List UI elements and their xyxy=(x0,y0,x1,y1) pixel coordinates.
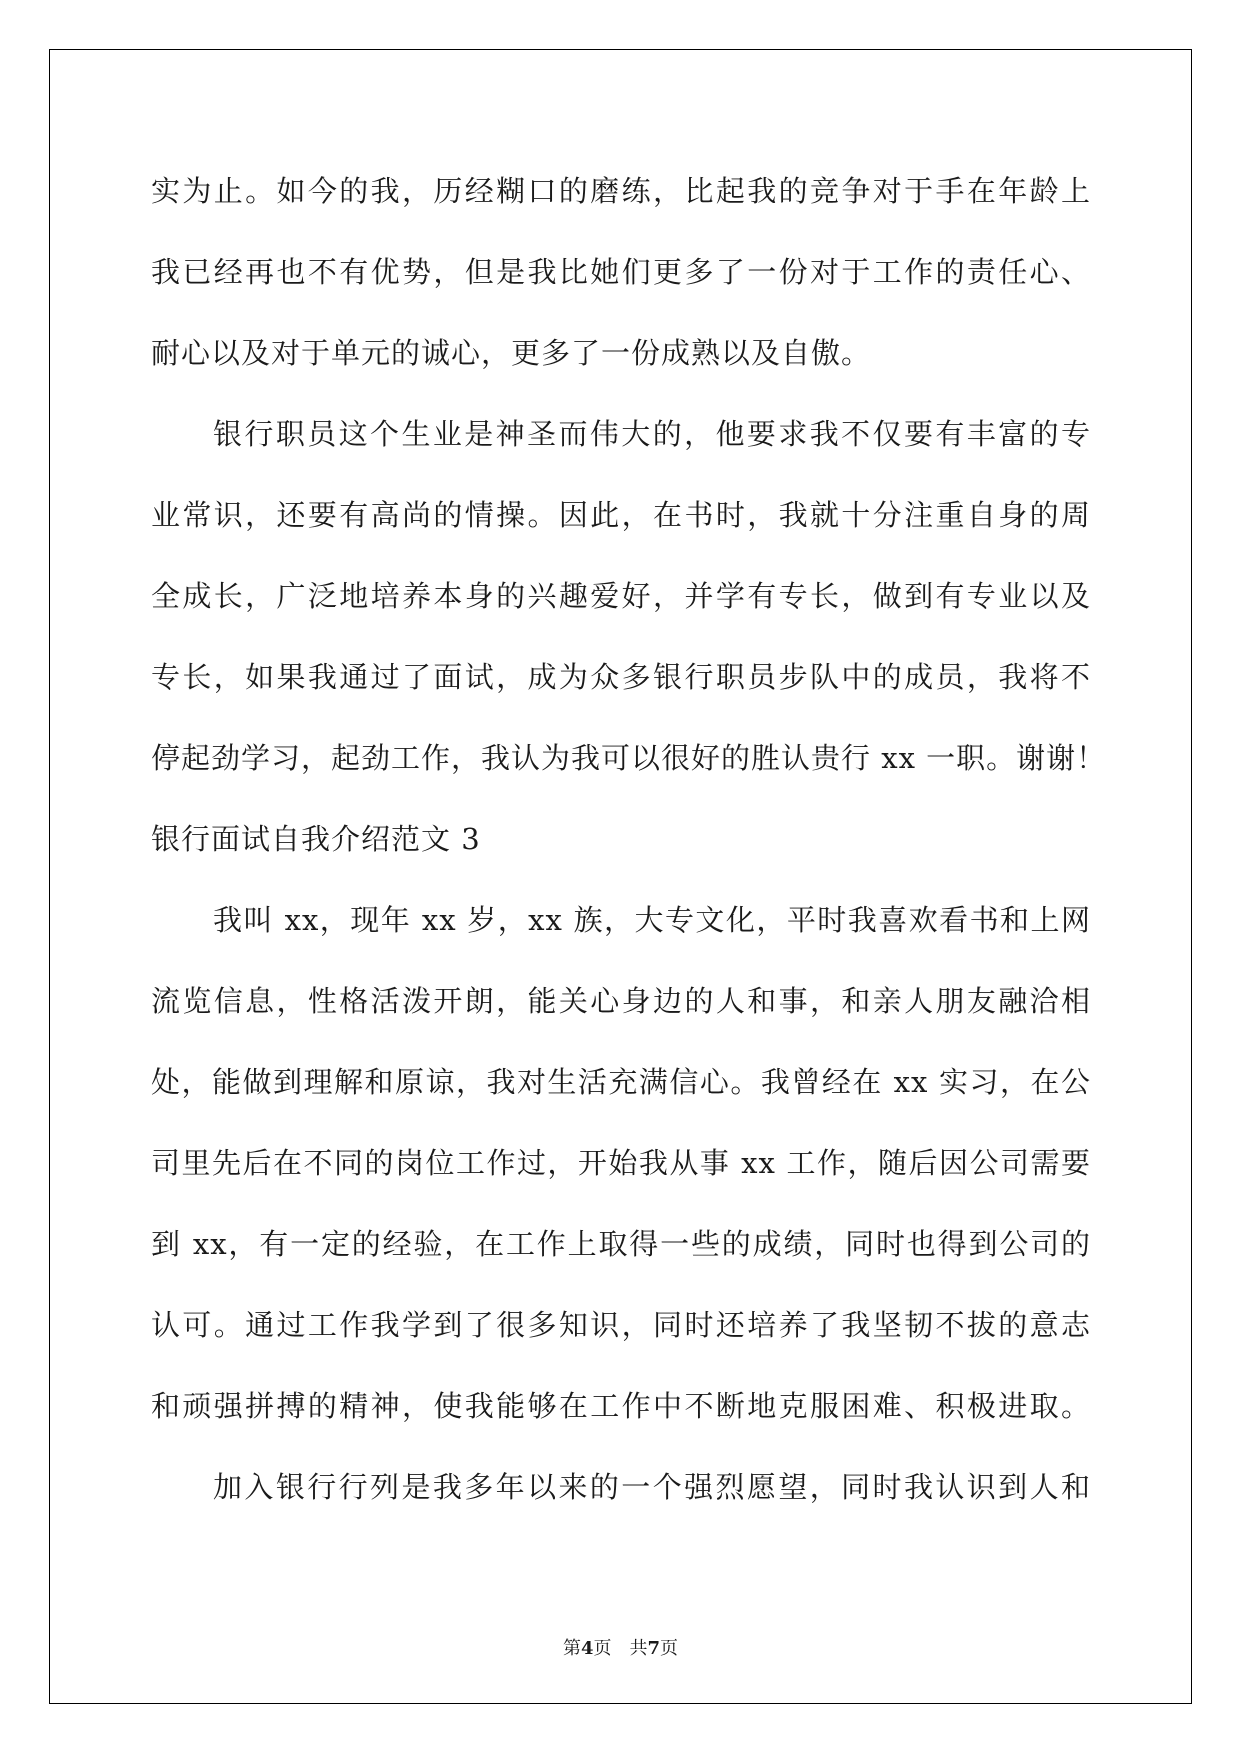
text-line: 司里先后在不同的岗位工作过，开始我从事 xx 工作，随后因公司需要 xyxy=(151,1146,1091,1180)
paragraph-first-line: 加入银行行列是我多年以来的一个强烈愿望，同时我认识到人和 xyxy=(213,1470,1091,1504)
page-suffix: 页 xyxy=(593,1638,612,1659)
total-suffix: 页 xyxy=(660,1638,679,1659)
text-line: 全成长，广泛地培养本身的兴趣爱好，并学有专长，做到有专业以及 xyxy=(151,579,1091,613)
text-line: 处，能做到理解和原谅，我对生活充满信心。我曾经在 xx 实习，在公 xyxy=(151,1065,1091,1099)
paragraph-first-line: 我叫 xx，现年 xx 岁，xx 族，大专文化，平时我喜欢看书和上网 xyxy=(213,903,1091,937)
page-total: 7 xyxy=(647,1638,661,1659)
text-line: 实为止。如今的我，历经糊口的磨练，比起我的竞争对于手在年龄上 xyxy=(151,174,1091,208)
text-line: 认可。通过工作我学到了很多知识，同时还培养了我坚韧不拔的意志 xyxy=(151,1308,1091,1342)
text-line: 流览信息，性格活泼开朗，能关心身边的人和事，和亲人朋友融洽相 xyxy=(151,984,1091,1018)
page-number: 4 xyxy=(580,1638,594,1659)
document-body xyxy=(151,151,1107,1528)
section-heading: 银行面试自我介绍范文 3 xyxy=(151,822,481,856)
paragraph-first-line: 银行职员这个生业是神圣而伟大的，他要求我不仅要有丰富的专 xyxy=(213,417,1091,451)
text-line: 到 xx，有一定的经验，在工作上取得一些的成绩，同时也得到公司的 xyxy=(151,1227,1091,1261)
text-line: 我已经再也不有优势，但是我比她们更多了一份对于工作的责任心、 xyxy=(151,255,1091,289)
text-line: 耐心以及对于单元的诚心，更多了一份成熟以及自傲。 xyxy=(151,336,872,370)
page-footer xyxy=(0,1634,1241,1660)
text-line: 业常识，还要有高尚的情操。因此，在书时，我就十分注重自身的周 xyxy=(151,498,1091,532)
text-line: 和顽强拼搏的精神，使我能够在工作中不断地克服困难、积极进取。 xyxy=(151,1389,1091,1423)
text-line: 专长，如果我通过了面试，成为众多银行职员步队中的成员，我将不 xyxy=(151,660,1091,694)
page-prefix: 第 xyxy=(562,1638,581,1659)
text-line: 停起劲学习，起劲工作，我认为我可以很好的胜认贵行 xx 一职。谢谢！ xyxy=(151,741,1107,775)
total-prefix: 共 xyxy=(629,1638,648,1659)
